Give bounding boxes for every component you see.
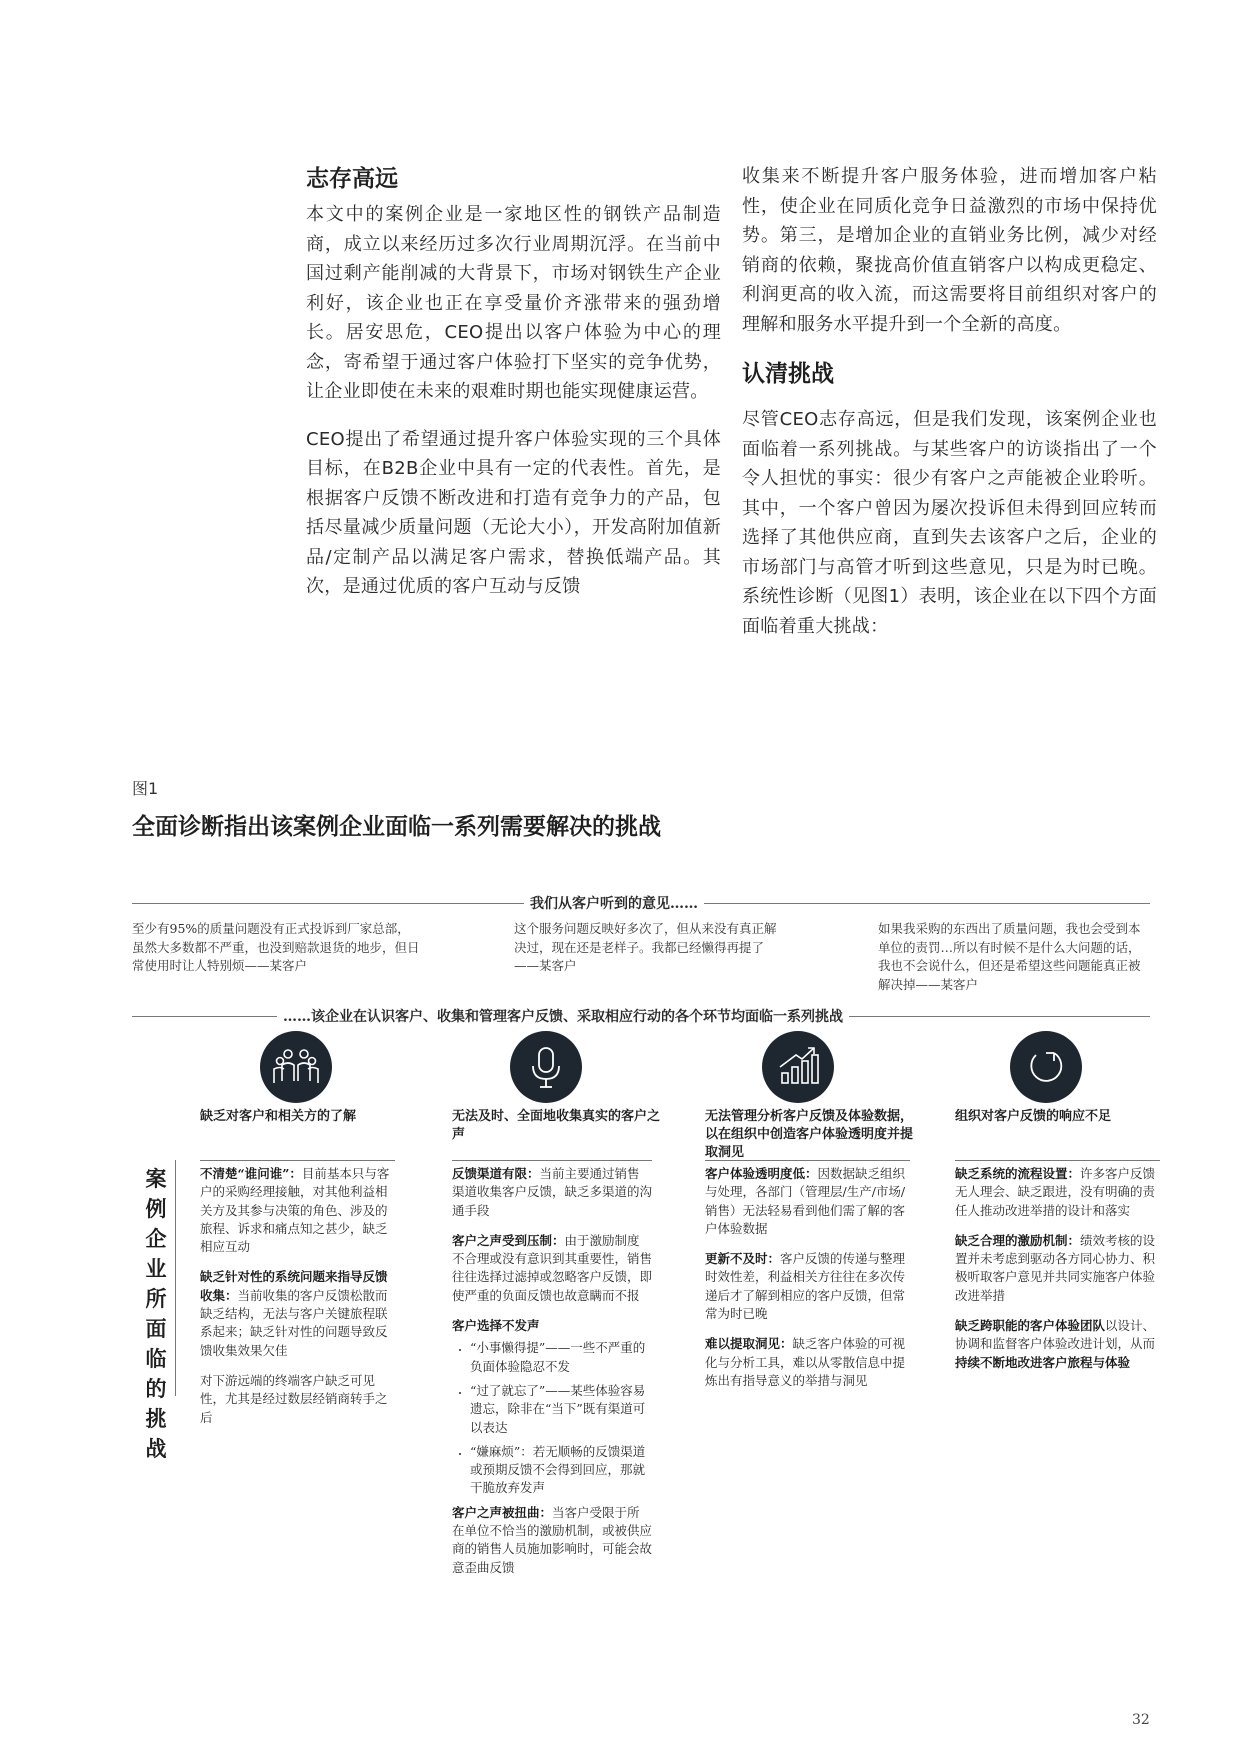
page-number: 32 [1132,1712,1150,1728]
challenge-item-title: 客户选择不发声 [452,1318,540,1334]
challenge-item [955,1165,1160,1220]
challenge-item-title: 缺乏系统的流程设置： [955,1166,1081,1181]
dimension-title: 组织对客户反馈的响应不足 [955,1109,1112,1124]
list-item: • “过了就忘了”——某些体验容易遗忘，除非在“当下”既有渠道可以表达 [470,1382,652,1437]
challenge-item-text: 绩效考核的设置并未考虑到驱动各方同心协力、积极听取客户意见并共同实施客户体验改进举措 [955,1232,1156,1303]
challenge-item-text: 许多客户反馈无人理会、缺乏跟进，没有明确的责任人推动改进举措的设计和落实 [955,1166,1156,1218]
challenge-item-title: 不清楚“谁问谁”： [200,1166,302,1181]
challenge-item-title: 反馈渠道有限： [452,1166,540,1181]
challenge-item-title: 难以提取洞见： [705,1336,793,1352]
left-column [306,162,721,620]
paragraph: 尽管CEO志存高远，但是我们发现，该案例企业也面临着一系列挑战。与某些客户的访谈指出了一个令人担忧的事实：很少有客户之声能被企业聆听。其中，一个客户曾因为屡次投诉但未得到回应转而选择了其他供应商，直到失去该客户之后，企业的市场部门与高管才听到这些意见，只是为时已晚。系统性诊断（见图1）表明，该企业在以下四个方面面临着重大挑战： [742,409,1157,637]
customer-voice-divider [132,893,1150,913]
vertical-divider [175,1160,176,1396]
microphone-icon [510,1031,582,1103]
section-heading-challenges: 认清挑战 [742,361,834,387]
paragraph: 本文中的案例企业是一家地区性的钢铁产品制造商，成立以来经历过多次行业周期沉浮。在当前中国过剩产能削减的大背景下，市场对钢铁生产企业利好，该企业也正在享受量价齐涨带来的强劲增长。居安思危，CEO提出以客户体验为中心的理念，寄希望于通过客户体验打下坚实的竞争优势，让企业即使在未来的艰难时期也能实现健康运营。 [306,204,721,402]
figure-label: 图1 [132,779,159,798]
customer-quote: 至少有95%的质量问题没有正式投诉到厂家总部，虽然大多数都不严重，也没到赔款退货的地步，但日常使用时让人特别烦——某客户 [132,921,420,973]
challenge-item [452,1317,652,1335]
challenge-detail-column [452,1160,652,1589]
challenge-item-text: 客户反馈的传递与整理时效性差，利益相关方往往在多次传递后才了解到相应的客户反馈，但常常为时已晚 [705,1251,906,1322]
paragraph: 收集来不断提升客户服务体验，进而增加客户粘性，使企业在同质化竞争日益激烈的市场中保持优势。第三，是增加企业的直销业务比例，减少对经销商的依赖，聚拢高价值直销客户以构成更稳定、利润更高的收入流，而这需要将目前组织对客户的理解和服务水平提升到一个全新的高度。 [742,166,1157,335]
challenge-item [200,1268,395,1359]
figure-title: 全面诊断指出该案例企业面临一系列需要解决的挑战 [132,814,661,840]
bullet-list [452,1339,652,1497]
challenge-item-title: 缺乏针对性的系统问题来指导反馈收集： [200,1269,388,1303]
challenge-detail-column [955,1160,1160,1384]
challenge-item [200,1372,395,1427]
dimension-title: 缺乏对客户和相关方的了解 [200,1109,357,1124]
bar-chart-icon [762,1031,834,1103]
challenge-item-text: 以设计、协调和监督客户体验改进计划，从而 [955,1318,1156,1352]
divider-label: 我们从客户听到的意见…… [524,893,704,913]
list-item: • “嫌麻烦”：若无顺畅的反馈渠道或预期反馈不会得到回应，那就干脆放弃发声 [470,1443,652,1498]
customer-quote: 这个服务问题反映好多次了，但从来没有真正解决过，现在还是老样子。我都已经懒得再提了——某客户 [514,921,777,973]
refresh-icon [1010,1031,1082,1103]
challenge-item-text: 目前基本只与客户的采购经理接触，对其他利益相关方及其参与决策的角色、涉及的旅程、诉求和痛点知之甚少，缺乏相应互动 [200,1166,390,1255]
vertical-side-label: 案例企业所面临的挑战 [145,1166,167,1461]
challenge-item-text: 因数据缺乏组织与处理，各部门（管理层/生产/市场/销售）无法轻易看到他们需了解的客户体验数据 [705,1166,906,1236]
challenge-item-title: 缺乏合理的激励机制： [955,1232,1081,1248]
challenges-divider [132,1006,1150,1026]
challenge-item [705,1335,910,1390]
dimension-title: 无法及时、全面地收集真实的客户之声 [452,1109,661,1142]
challenge-detail-column [705,1160,910,1402]
challenge-item-text: 当前主要通过销售渠道收集客户反馈，缺乏多渠道的沟通手段 [452,1166,653,1218]
dimension-title: 无法管理分析客户反馈及体验数据，以在组织中创造客户体验透明度并提取洞见 [705,1109,914,1160]
challenge-item-text: 缺乏客户体验的可视化与分析工具，难以从零散信息中提炼出有指导意义的举措与洞见 [705,1336,906,1388]
challenge-item-text: 当前收集的客户反馈松散而缺乏结构，无法与客户关键旅程联系起来；缺乏针对性的问题导致反馈收集效果欠佳 [200,1287,388,1358]
challenge-item-emphasis: 持续不断地改进客户旅程与体验 [955,1354,1131,1370]
challenge-item [955,1232,1160,1305]
challenge-item-text: 由于激励制度不合理或没有意识到其重要性，销售往往选择过滤掉或忽略客户反馈，即使严重的负面反馈也故意瞒而不报 [452,1232,653,1303]
challenge-detail-column [200,1160,395,1439]
challenge-item [452,1165,652,1220]
customer-quote: 如果我采购的东西出了质量问题，我也会受到本单位的责罚…所以有时候不是什么大问题的话，我也不会说什么，但还是希望这些问题能真正被解决掉——某客户 [878,921,1141,992]
challenge-item [705,1250,910,1323]
challenge-item-title: 客户之声受到压制： [452,1232,565,1248]
section-heading-ambition: 志存高远 [306,166,398,192]
challenge-item-text: 当客户受限于所在单位不恰当的激励机制，或被供应商的销售人员施加影响时，可能会故意歪曲反馈 [452,1504,653,1575]
challenge-item [452,1232,652,1305]
challenge-item-title: 客户之声被扭曲： [452,1504,553,1520]
challenge-item [955,1317,1160,1372]
challenge-item-title: 客户体验透明度低： [705,1166,818,1181]
divider-label: ……该企业在认识客户、收集和管理客户反馈、采取相应行动的各个环节均面临一系列挑战 [277,1006,849,1026]
list-item: • “小事懒得提”——一些不严重的负面体验隐忍不发 [470,1339,652,1376]
challenge-item-title: 更新不及时： [705,1251,781,1267]
paragraph: CEO提出了希望通过提升客户体验实现的三个具体目标，在B2B企业中具有一定的代表性。首先，是根据客户反馈不断改进和打造有竞争力的产品，包括尽量减少质量问题（无论大小），开发高附加值新品/定制产品以满足客户需求，替换低端产品。其次，是通过优质的客户互动与反馈 [306,428,721,597]
challenge-item [705,1165,910,1238]
people-icon [260,1031,332,1103]
challenge-item [200,1165,395,1256]
challenge-item-text: 对下游远端的终端客户缺乏可见性，尤其是经过数层经销商转手之后 [200,1372,388,1425]
challenge-item-title: 缺乏跨职能的客户体验团队 [955,1318,1106,1334]
right-column [742,162,1157,659]
challenge-item [452,1504,652,1577]
